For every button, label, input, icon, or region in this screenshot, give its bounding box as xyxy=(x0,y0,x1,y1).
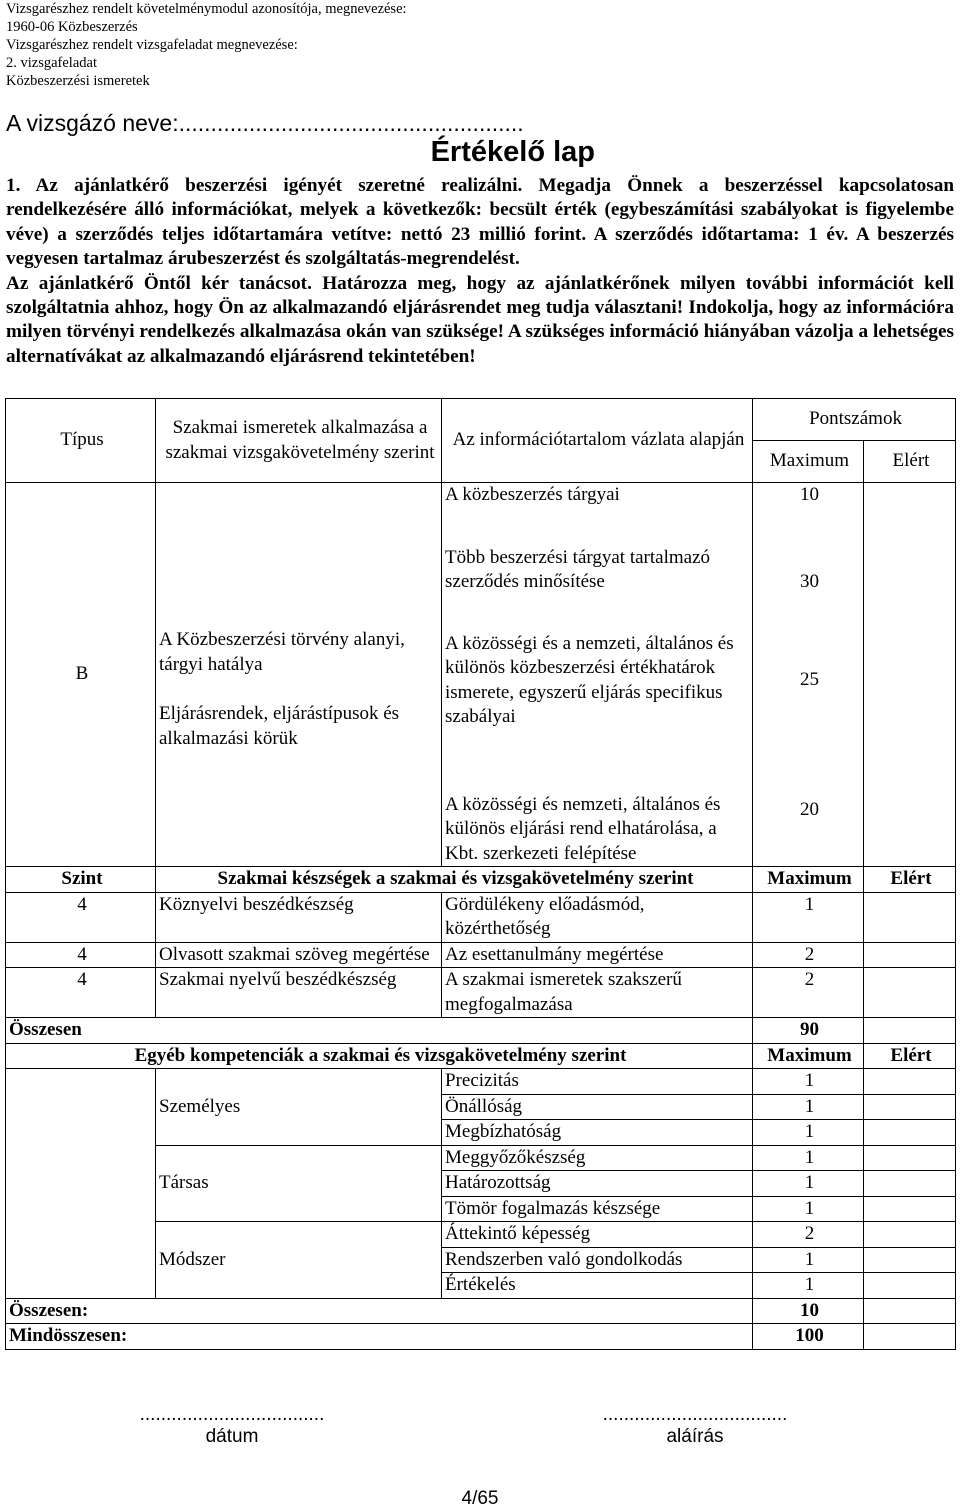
skill-max: 2 xyxy=(753,968,864,1018)
document-header xyxy=(6,0,407,90)
content-cell: A közbeszerzés tárgyai xyxy=(442,483,753,533)
task-paragraph: Az ajánlatkérő Öntől kér tanácsot. Határozza meg, hogy az ajánlatkérőnek milyen további információt kell szolgáltatnia ahhoz, hogy Ön az alkalmazandó eljárásrendet meg tudja választani! Indokolja, hogy az információra milyen törvényi rendelkezés alkalmazása okán van szüksége! A szükséges információ hiányában vázolja a lehetséges alternatívákat az alkalmazandó eljárásrend tekintetében! xyxy=(6,272,954,367)
competence-blank xyxy=(6,1069,156,1299)
competence-header-achieved: Elért xyxy=(864,1043,956,1069)
candidate-name-field: A vizsgázó neve:...................................................... xyxy=(6,110,524,136)
content-cell xyxy=(442,607,753,755)
competence-item: Önállóság xyxy=(442,1094,753,1120)
competence-item: Áttekintő képesség xyxy=(442,1222,753,1248)
skills-header-max: Maximum xyxy=(753,867,864,893)
knowledge-item: Eljárásrendek, eljárástípusok és alkalmazási körük xyxy=(159,703,400,749)
skills-header-title: Szakmai készségek a szakmai és vizsgakövetelmény szerint xyxy=(156,867,753,893)
task-paragraph: 1. Az ajánlatkérő beszerzési igényét szeretné realizálni. Megadja Önnek a beszerzéssel kapcsolatosan rendelkezésére álló információkat, melyek a következők: becsült érték (egybeszámítási szabályokat is figyelembe véve) a szerződés teljes időtartamára vetítve: nettó 23 millió forint. A szerződés időtartama: 1 év. A beszerzés vegyesen tartalmaz árubeszerzést és szolgáltatás-megrendelést. xyxy=(6,175,954,270)
skill-desc: Gördülékeny előadásmód, közérthetőség xyxy=(442,892,753,942)
competence-max: 2 xyxy=(753,1222,864,1248)
header-line: 2. vizsgafeladat xyxy=(6,55,97,71)
competence-item: Értékelés xyxy=(442,1273,753,1299)
evaluation-table xyxy=(5,398,956,1350)
knowledge-item: A Közbeszerzési törvény alanyi, tárgyi hatálya xyxy=(159,629,405,675)
skill-level: 4 xyxy=(6,942,156,968)
achieved-cell[interactable] xyxy=(864,755,956,867)
grand-total-achieved[interactable] xyxy=(864,1324,956,1350)
achieved-cell[interactable] xyxy=(864,483,956,533)
max-cell xyxy=(753,533,864,607)
total-label: Összesen: xyxy=(6,1298,753,1324)
max-cell: 20 xyxy=(753,755,864,867)
content-cell xyxy=(442,533,753,607)
content-text: A közösségi és nemzeti, általános és különös eljárási rend elhatárolása, a Kbt. szerkezeti felépítése xyxy=(445,793,721,864)
total-achieved[interactable] xyxy=(864,1018,956,1044)
competence-achieved[interactable] xyxy=(864,1145,956,1171)
knowledge-cell xyxy=(156,483,442,867)
competence-max: 1 xyxy=(753,1145,864,1171)
competence-max: 1 xyxy=(753,1120,864,1146)
competence-item: Megbízhatóság xyxy=(442,1120,753,1146)
competence-group: Módszer xyxy=(156,1222,442,1299)
task-description xyxy=(6,174,954,369)
grand-total-value: 100 xyxy=(753,1324,864,1350)
competence-header-max: Maximum xyxy=(753,1043,864,1069)
header-line: Közbeszerzési ismeretek xyxy=(6,73,150,89)
competence-item: Határozottság xyxy=(442,1171,753,1197)
competence-achieved[interactable] xyxy=(864,1171,956,1197)
max-value: 30 xyxy=(800,571,819,592)
competence-achieved[interactable] xyxy=(864,1120,956,1146)
competence-max: 1 xyxy=(753,1094,864,1120)
competence-header-title: Egyéb kompetenciák a szakmai és vizsgakövetelmény szerint xyxy=(6,1043,753,1069)
competence-max: 1 xyxy=(753,1273,864,1299)
total-achieved[interactable] xyxy=(864,1298,956,1324)
skill-achieved[interactable] xyxy=(864,968,956,1018)
type-cell: B xyxy=(6,483,156,867)
competence-achieved[interactable] xyxy=(864,1273,956,1299)
header-type: Típus xyxy=(6,399,156,483)
competence-group: Személyes xyxy=(156,1069,442,1146)
competence-achieved[interactable] xyxy=(864,1222,956,1248)
skill-level: 4 xyxy=(6,968,156,1018)
competence-max: 1 xyxy=(753,1196,864,1222)
competence-achieved[interactable] xyxy=(864,1069,956,1095)
sign-label: aláírás xyxy=(666,1426,724,1447)
content-text: A közösségi és a nemzeti, általános és különös közbeszerzési értékhatárok ismerete, egyszerű eljárás specifikus szabályai xyxy=(445,632,734,727)
date-signature-block xyxy=(82,1404,382,1448)
header-knowledge: Szakmai ismeretek alkalmazása a szakmai vizsgakövetelmény szerint xyxy=(156,399,442,483)
competence-item: Rendszerben való gondolkodás xyxy=(442,1247,753,1273)
competence-max: 1 xyxy=(753,1171,864,1197)
header-achieved: Elért xyxy=(864,441,956,483)
header-points: Pontszámok xyxy=(753,399,956,441)
competence-item: Meggyőzőkészség xyxy=(442,1145,753,1171)
achieved-cell[interactable] xyxy=(864,533,956,607)
skill-desc: Az esettanulmány megértése xyxy=(442,942,753,968)
skill-max: 1 xyxy=(753,892,864,942)
skill-achieved[interactable] xyxy=(864,892,956,942)
competence-achieved[interactable] xyxy=(864,1094,956,1120)
skill-desc: A szakmai ismeretek szakszerű megfogalmazása xyxy=(442,968,753,1018)
skill-max: 2 xyxy=(753,942,864,968)
sign-dots: ................................... xyxy=(602,1404,788,1425)
skill-name: Olvasott szakmai szöveg megértése xyxy=(156,942,442,968)
header-line: 1960-06 Közbeszerzés xyxy=(6,19,138,35)
header-line: Vizsgarészhez rendelt vizsgafeladat megnevezése: xyxy=(6,37,298,53)
header-content: Az információtartalom vázlata alapján xyxy=(442,399,753,483)
achieved-cell[interactable] xyxy=(864,607,956,755)
skill-name: Szakmai nyelvű beszédkészség xyxy=(156,968,442,1018)
competence-achieved[interactable] xyxy=(864,1196,956,1222)
total-value: 90 xyxy=(753,1018,864,1044)
skills-header-achieved: Elért xyxy=(864,867,956,893)
competence-max: 1 xyxy=(753,1069,864,1095)
grand-total-label: Mindösszesen: xyxy=(6,1324,753,1350)
sign-signature-block xyxy=(545,1404,845,1448)
competence-item: Precizitás xyxy=(442,1069,753,1095)
total-label: Összesen xyxy=(6,1018,753,1044)
skill-achieved[interactable] xyxy=(864,942,956,968)
page-title: Értékelő lap xyxy=(430,136,595,168)
header-max: Maximum xyxy=(753,441,864,483)
competence-group: Társas xyxy=(156,1145,442,1222)
skill-name: Köznyelvi beszédkészség xyxy=(156,892,442,942)
total-value: 10 xyxy=(753,1298,864,1324)
skill-level: 4 xyxy=(6,892,156,942)
competence-item: Tömör fogalmazás készsége xyxy=(442,1196,753,1222)
competence-max: 1 xyxy=(753,1247,864,1273)
date-label: dátum xyxy=(205,1426,259,1447)
content-text: Több beszerzési tárgyat tartalmazó szerződés minősítése xyxy=(445,546,710,592)
skills-header-level: Szint xyxy=(6,867,156,893)
header-line: Vizsgarészhez rendelt követelménymodul azonosítója, megnevezése: xyxy=(6,1,407,17)
max-cell: 10 xyxy=(753,483,864,533)
date-dots: ................................... xyxy=(139,1404,325,1425)
content-cell xyxy=(442,755,753,867)
competence-achieved[interactable] xyxy=(864,1247,956,1273)
page-number: 4/65 xyxy=(461,1488,499,1509)
max-cell: 25 xyxy=(753,607,864,755)
